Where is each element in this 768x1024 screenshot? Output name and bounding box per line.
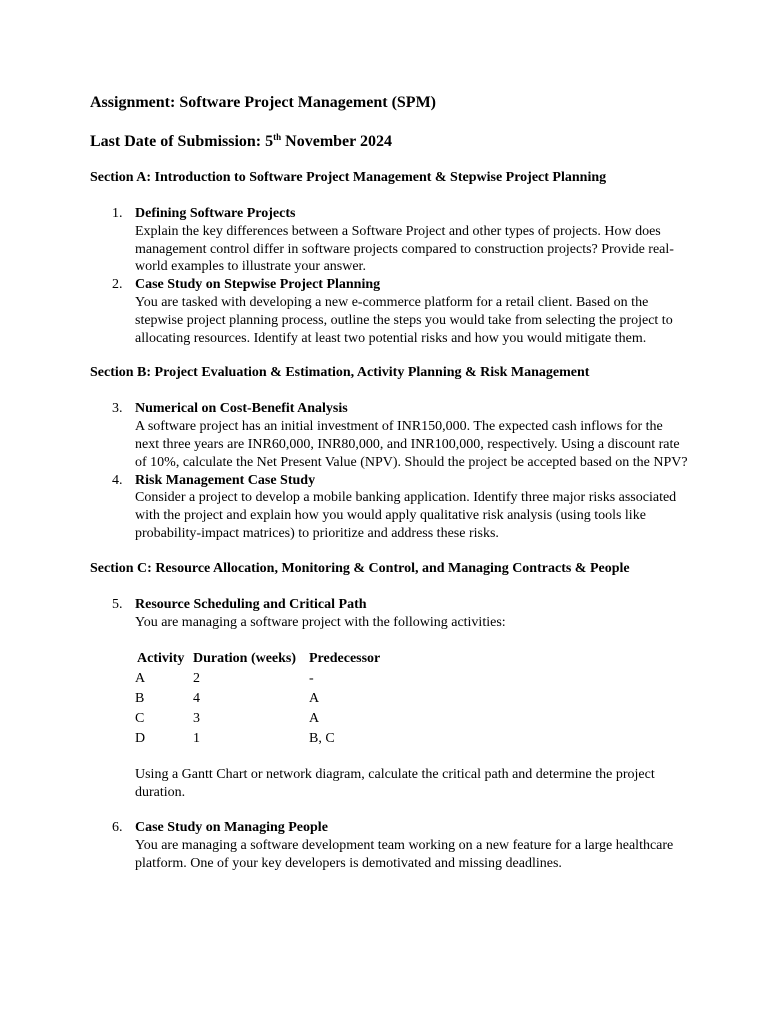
- question-text: You are managing a software project with the following activities:: [135, 614, 506, 630]
- section-c: [90, 560, 690, 873]
- question-number: 4.: [112, 472, 123, 488]
- deadline-suffix: November 2024: [281, 133, 392, 150]
- question-number: 6.: [112, 819, 123, 835]
- cell-predecessor: -: [309, 671, 314, 687]
- cell-predecessor: B, C: [309, 731, 335, 747]
- table-header-row: [135, 649, 399, 669]
- document-page: [90, 93, 690, 872]
- question-text: Consider a project to develop a mobile banking application. Identify three major risks associated with the project and explain how you would apply qualitative risk analysis (using tools like probability-impact matrices) to prioritize and address these risks.: [135, 490, 677, 541]
- question-number: 3.: [112, 401, 123, 417]
- cell-duration: 4: [193, 691, 200, 707]
- section-b-heading: Section B: Project Evaluation & Estimation, Activity Planning & Risk Management: [90, 365, 590, 381]
- question-5: [90, 596, 690, 802]
- section-a-heading: Section A: Introduction to Software Project Management & Stepwise Project Planning: [90, 170, 607, 185]
- question-number: 1.: [112, 206, 123, 221]
- column-header-activity: Activity: [137, 651, 185, 667]
- cell-predecessor: A: [309, 711, 320, 727]
- section-a-questions: [90, 205, 690, 347]
- question-1: [90, 205, 690, 276]
- question-title: Case Study on Managing People: [135, 819, 328, 835]
- table-row: [135, 709, 399, 729]
- cell-duration: 2: [193, 671, 200, 687]
- question-number: 5.: [112, 596, 123, 612]
- table-row: [135, 669, 399, 689]
- question-followup-text: Using a Gantt Chart or network diagram, calculate the critical path and determine the project duration.: [135, 767, 655, 801]
- question-title: Risk Management Case Study: [135, 472, 316, 488]
- question-3: [90, 400, 690, 471]
- question-6: [90, 819, 690, 872]
- submission-deadline: [90, 132, 690, 152]
- section-c-questions: [90, 596, 690, 873]
- section-b-questions: [90, 400, 690, 542]
- cell-activity: B: [135, 691, 145, 707]
- activity-table: [135, 649, 399, 749]
- column-header-duration: Duration (weeks): [193, 651, 297, 667]
- question-text: You are managing a software development team working on a new feature for a large healthcare platform. One of your key developers is demotivated and missing deadlines.: [135, 837, 674, 871]
- cell-duration: 1: [193, 731, 200, 747]
- table-row: [135, 729, 399, 749]
- section-c-heading: Section C: Resource Allocation, Monitoring & Control, and Managing Contracts & People: [90, 560, 630, 576]
- question-title: Resource Scheduling and Critical Path: [135, 596, 367, 612]
- column-header-predecessor: Predecessor: [309, 651, 381, 667]
- question-title: Defining Software Projects: [135, 206, 296, 221]
- table-row: [135, 689, 399, 709]
- question-number: 2.: [112, 277, 123, 293]
- question-title: Numerical on Cost-Benefit Analysis: [135, 401, 348, 417]
- question-text: You are tasked with developing a new e-commerce platform for a retail client. Based on the stepwise project planning process, outline the steps you would take from selecting the project to allocating resources. Identify at least two potential risks and how you would mitigate them.: [135, 294, 673, 346]
- cell-activity: D: [135, 731, 146, 747]
- deadline-ordinal: th: [273, 132, 282, 142]
- question-text: Explain the key differences between a Software Project and other types of projects. How does management control differ in software projects compared to construction projects? Provide real-world examples to illustrate your answer.: [135, 223, 674, 275]
- deadline-prefix: Last Date of Submission: 5: [90, 133, 274, 150]
- question-title: Case Study on Stepwise Project Planning: [135, 277, 381, 293]
- question-4: [90, 472, 690, 543]
- section-a: [90, 169, 690, 347]
- assignment-title: Assignment: Software Project Management (SPM): [90, 94, 436, 111]
- cell-duration: 3: [193, 711, 200, 727]
- cell-activity: C: [135, 711, 145, 727]
- cell-predecessor: A: [309, 691, 320, 707]
- question-text: A software project has an initial investment of INR150,000. The expected cash inflows for the next three years are INR60,000, INR80,000, and INR100,000, respectively. Using a discount rate of 10%, calculate the Net Present Value (NPV). Should the project be accepted based on the NPV?: [135, 419, 688, 470]
- question-2: [90, 276, 690, 347]
- cell-activity: A: [135, 671, 146, 687]
- section-b: [90, 364, 690, 542]
